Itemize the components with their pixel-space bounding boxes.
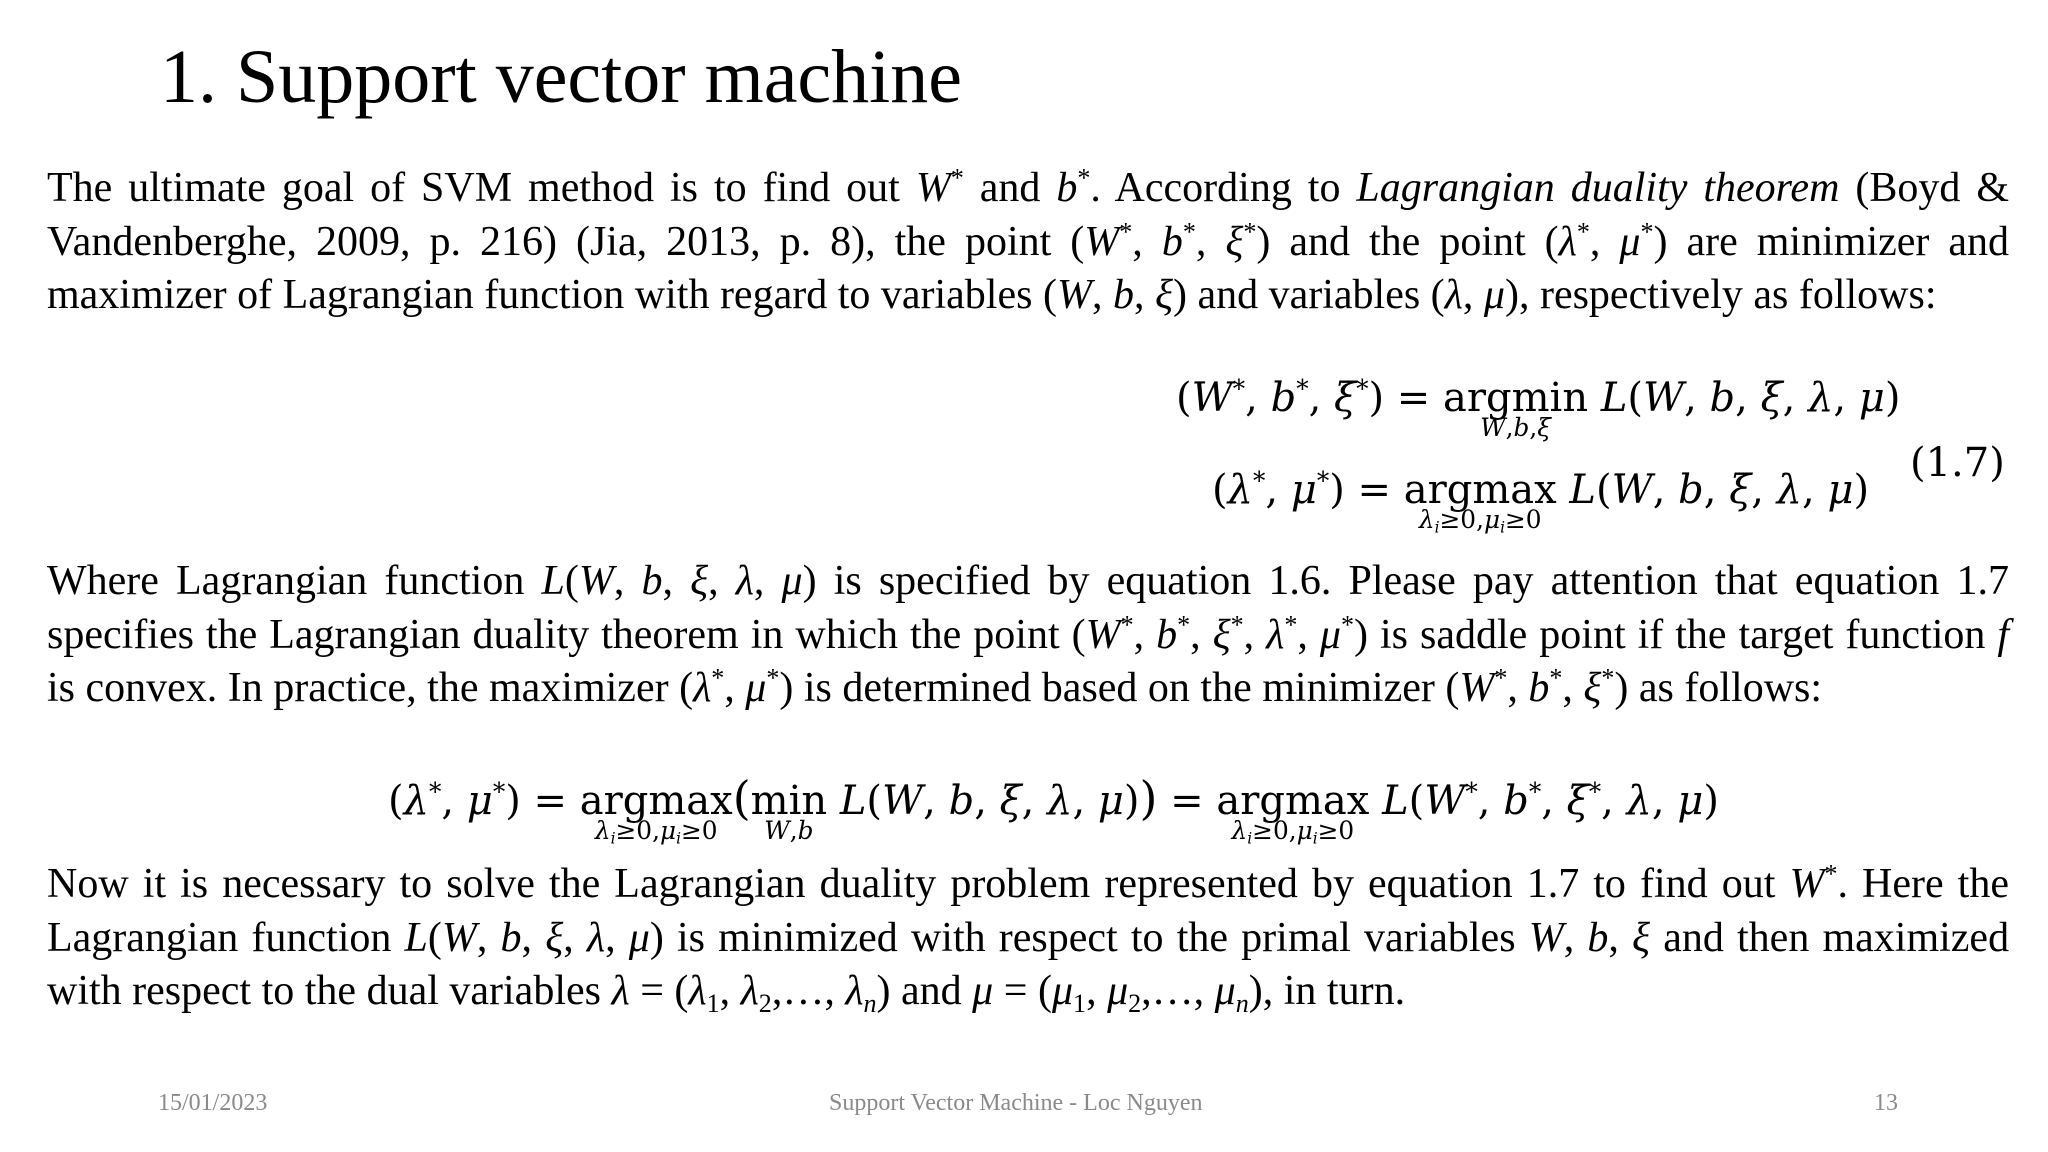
footer-title: Support Vector Machine - Loc Nguyen: [829, 1090, 1203, 1116]
equation-dual: (λ*, μ*) = argmax $\lambda_i\ge 0,\mu_i\ge 0$ (min W,b L(W, b, ξ, λ, μ)) = argmax $\lambda_i\ge 0,\mu_i\ge 0$ L(W*, b*, ξ*, λ, μ): [388, 771, 1719, 848]
slide-title: 1. Support vector machine: [160, 35, 963, 119]
paragraph-now: Now it is necessary to solve the Lagrangian duality problem represented by equation 1.7 to find out W*. Here the Lagrangian function L(W, b, ξ, λ, μ) is minimized with respect to the primal variables W, b, ξ and then maximized with respect to the dual variables $\lambda = (\lambda_1$, $\lambda_2,\dots$, $\lambda_n$) and $\mu = (\mu_1$, $\mu_2,\dots$, $\mu_n$), in turn.: [47, 859, 2010, 1018]
footer-date: 15/01/2023: [158, 1090, 268, 1116]
footer-page-number: 13: [1874, 1090, 1898, 1116]
equation-argmin: (W*, b*, ξ*) = argmin W,b,ξ L(W, b, ξ, λ, μ): [1176, 374, 1901, 442]
paragraph-where: Where Lagrangian function L(W, b, ξ, λ, μ) is specified by equation 1.6. Please pay attention that equation 1.7 specifies the Lagrangian duality theorem in which the point (W*, b*, ξ*, λ*, μ*) is saddle point if the target function f is convex. In practice, the maximizer (λ*, μ*) is determined based on the minimizer (W*, b*, ξ*) as follows:: [47, 558, 2010, 711]
paragraph-intro: The ultimate goal of SVM method is to find out W* and b*. According to Lagrangian duality theorem (Boyd & Vandenberghe, 2009, p. 216) (Jia, 2013, p. 8), the point (W*, b*, ξ*) and the point (λ*, μ*) are minimizer and maximizer of Lagrangian function with regard to variables (W, b, ξ) and variables (λ, μ), respectively as follows:: [47, 163, 2010, 318]
equation-argmax: (λ*, μ*) = argmax $\lambda_i\ge 0,\mu_i\ge 0$ L(W, b, ξ, λ, μ): [1212, 466, 1870, 537]
equation-number: (1.7): [1910, 440, 2005, 486]
